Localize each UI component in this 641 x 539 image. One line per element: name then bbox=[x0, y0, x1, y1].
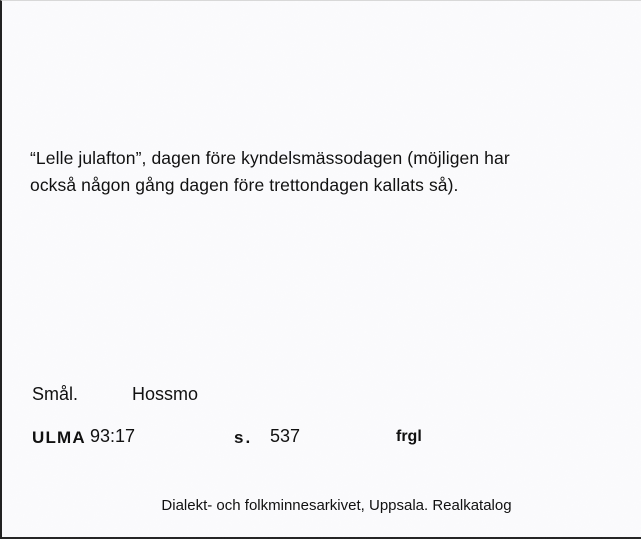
region-abbreviation: Smål. bbox=[32, 384, 79, 404]
card-text: “Lelle julafton”, dagen före kyndelsmässodagen (möjligen har också någon gång dagen före trettondagen kallats så). bbox=[30, 148, 510, 195]
category-code: frgl bbox=[396, 428, 422, 445]
location-row bbox=[32, 384, 199, 405]
archive-label: ULMA bbox=[32, 428, 86, 447]
place-name: Hossmo bbox=[132, 384, 199, 404]
page-label: s. bbox=[234, 428, 253, 447]
archive-number: 93:17 bbox=[90, 426, 136, 446]
reference-row bbox=[32, 426, 592, 450]
card-footer: Dialekt- och folkminnesarkivet, Uppsala. Realkatalog bbox=[161, 497, 512, 514]
paper-texture bbox=[2, 1, 641, 539]
page-number: 537 bbox=[270, 426, 301, 446]
